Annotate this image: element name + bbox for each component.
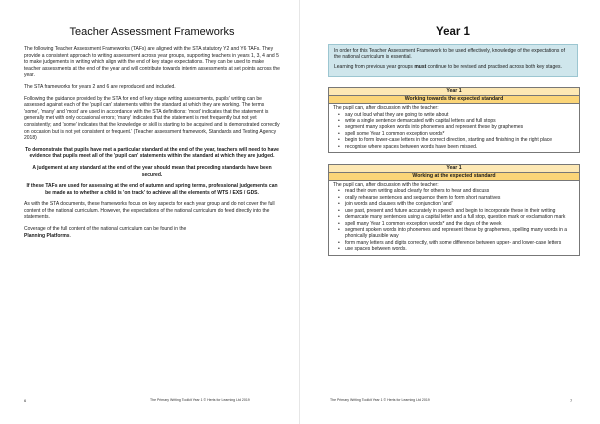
coverage-paragraph — [24, 226, 280, 239]
list-item: • segment spoken words into phonemes and represent these by graphemes, spelling many words in a phonically plausible way — [345, 227, 575, 240]
statement-list — [333, 112, 575, 150]
table-heading: Working at the expected standard — [329, 173, 579, 181]
guidance-paragraph: Following the guidance provided by the STA for end of key stage writing assessments, pupils' writing can be assessed against each of the 'pupil can' statements within the standard at which they are working. The terms 'some', 'many' and 'most' are used in accordance with the STA definitions: 'most' indicates that the statement is generally met with only occasional errors; 'many' indicates that the statement is met frequently but not yet consistently; and 'some' indicates that the knowledge or skill is starting to be acquired and is demonstrated correctly on occasion but is not yet consistent or frequent.' (Teacher assessment framework, Standards and Testing Agency 2018) — [24, 95, 280, 142]
list-item: • join words and clauses with the conjunction 'and' — [345, 201, 575, 207]
list-item: • spell some Year 1 common exception words* — [345, 131, 575, 137]
judgement-statement: A judgement at any standard at the end of the year should mean that preceding standards have been secured. — [32, 164, 272, 178]
table-body — [329, 104, 579, 152]
left-page-footer: The Primary Writing Toolkit Year 1 © Herts for Learning Ltd 2019 — [150, 398, 250, 402]
planning-platforms-link[interactable]: Planning Platforms — [24, 232, 70, 239]
intro-box-text-2 — [334, 64, 572, 70]
intro-box-text-2a: Learning from previous year groups — [334, 63, 415, 70]
intro-box-text-2c: continue to be revised and practised across both key stages. — [426, 63, 562, 70]
right-page-number: 7 — [570, 398, 573, 403]
statement-list — [333, 188, 575, 252]
table-year-label: Year 1 — [329, 88, 579, 96]
focus-paragraph: As with the STA documents, these frameworks focus on key aspects for each year group and do not cover the full content of the national curriculum. However, the expectations of the national curriculum do feed directly into the statements. — [24, 201, 275, 221]
left-page-number: 6 — [24, 398, 27, 403]
list-item: • demarcate many sentences using a capital letter and a full stop, question mark or exclamation mark — [345, 214, 575, 220]
table-year-label: Year 1 — [329, 165, 579, 173]
expected-standard-table — [328, 164, 580, 255]
right-page — [300, 0, 600, 424]
list-item: • spell many Year 1 common exception words* and the days of the week — [345, 221, 575, 227]
evidence-statement: To demonstrate that pupils have met a particular standard at the end of the year, teachers will need to have evidence that pupils meet all of the 'pupil can' statements within the standard at which they are judged. — [25, 146, 279, 160]
on-track-statement: If these TAFs are used for assessing at the end of autumn and spring terms, professional judgements can be made as to whether a child is 'on track' to achieve all the elements of WTS / EXS / GDS. — [26, 183, 278, 196]
table-lead: The pupil can, after discussion with the teacher: — [333, 105, 439, 112]
list-item: • use past, present and future accurately in speech and begin to incorporate these in their writing — [345, 208, 575, 214]
list-item: • recognise where spaces between words have been missed. — [345, 144, 575, 150]
list-item: • orally rehearse sentences and sequence them to form short narratives — [345, 195, 575, 201]
intro-box-text-2-emphasis: must — [414, 63, 427, 70]
list-item: • use spaces between words. — [345, 246, 575, 252]
coverage-end: . — [69, 232, 71, 239]
frameworks-paragraph: The STA frameworks for years 2 and 6 are reproduced and included. — [24, 83, 176, 90]
list-item: • segment many spoken words into phonemes and represent these by graphemes — [345, 124, 575, 130]
table-lead: The pupil can, after discussion with the teacher: — [333, 182, 439, 189]
intro-box-text-1: In order for this Teacher Assessment Framework to be used effectively, knowledge of the expectations of the national curriculum is essential. — [334, 48, 565, 61]
list-item: • begin to form lower-case letters in the correct direction, starting and finishing in the right place — [345, 137, 575, 143]
list-item: • write a single sentence demarcated with capital letters and full stops — [345, 118, 575, 124]
coverage-text: Coverage of the full content of the national curriculum can be found in the — [24, 226, 187, 233]
working-towards-table — [328, 87, 580, 153]
list-item: • form many letters and digits correctly, with some difference between upper- and lower-case letters — [345, 240, 575, 246]
left-page-title: Teacher Assessment Frameworks — [69, 26, 235, 38]
right-page-footer: The Primary Writing Toolkit Year 1 © Herts for Learning Ltd 2019 — [330, 398, 430, 402]
list-item: • say out loud what they are going to write about — [345, 112, 575, 118]
table-heading: Working towards the expected standard — [329, 96, 579, 104]
list-item: • read their own writing aloud clearly for others to hear and discuss — [345, 188, 575, 194]
intro-box — [328, 44, 578, 77]
table-body — [329, 181, 579, 254]
intro-paragraph: The following Teacher Assessment Frameworks (TAFs) are aligned with the STA statutory Y2 and Y6 TAFs. They provide a consistent approach to writing assessment across year groups, supporting teachers in years 1, 3, 4 and 5 to make judgements in writing which align with the end of key stage expectations. They can be used to make teacher assessments at the end of the year and will contribute towards interim assessments at set points across the year. — [24, 46, 280, 79]
right-page-title: Year 1 — [436, 26, 470, 38]
